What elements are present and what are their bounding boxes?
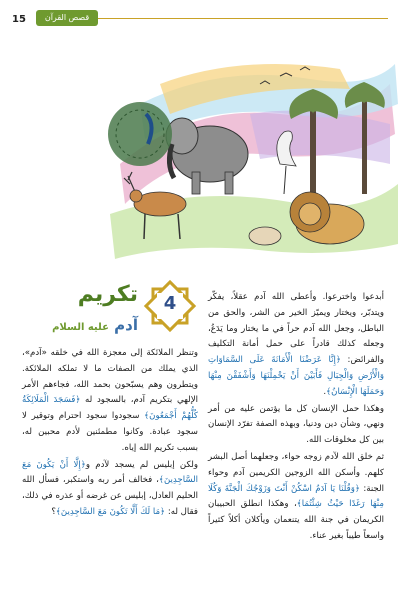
quran-verse: ﴿مَا لَكَ أَلَّا تَكُونَ مَعَ السَّاجِدِينَ﴾ [55, 506, 166, 517]
paragraph [208, 450, 384, 545]
lesson-number: 4 [163, 293, 177, 314]
series-title-badge: قصص القرآن الكريم [36, 10, 98, 26]
paragraph-text: ؟ [51, 506, 56, 517]
page-header [0, 0, 400, 40]
paragraph [208, 290, 384, 401]
tree-trunk [362, 94, 367, 194]
paragraph [22, 346, 198, 457]
paragraph-text: سجودوا سجود احترام وتوقير لا سجود عبادة. وكانوا مطمئنين لأدم محبين له، بسبب تكريم الله إياه. [22, 411, 198, 453]
deer-icon [130, 190, 142, 202]
animals-illustration [100, 44, 400, 269]
heron-leg [284, 166, 286, 194]
paragraph-text: ثم خلق الله لآدم زوجه حواء، وجعلهما أصل البشر كلهم. وأسكن الله الزوجين الكريمين آدم وحواء الجنة: [208, 451, 384, 494]
subtitle-name: آدم [114, 316, 138, 334]
paragraph-text: ، فخالف أمر ربه واستكبر، فسأل الله الحليم العادل، إبليس عن غرضه أو عذره في ذلك، فقال له: [22, 475, 198, 517]
deer-leg [144, 214, 145, 239]
illustration-svg [100, 44, 400, 269]
quran-verse: ﴿وَقُلْنَا يَا آدَمُ اسْكُنْ أَنْتَ وَزَوْجُكَ الْجَنَّةَ وَكُلَا مِنْهَا رَغَدًا حَيْثُ شِئْتُمَا﴾ [208, 483, 384, 510]
paragraph-text: وتنظر الملائكة إلى معجزة الله في خلقه «آدم»، الذي يملك من الصفات ما لا تملكه الملائكة. ويتطرون وهم يسبّحون بحمد الله، فجاءهم الأمر الإلهي بتكريم آدم، بالسجود له [22, 348, 198, 406]
right-text-column [208, 290, 384, 546]
paragraph-text: وهكذا حمل الإنسان كل ما يؤتمن عليه من أمر ونهي، وشأن دين ودنيا، وبهذه الصفة تفرّد الإنسان بين كل مخلوقات الله. [208, 403, 384, 446]
lesson-title: تكريم [77, 282, 138, 307]
page-number: 15 [12, 14, 26, 25]
paragraph [208, 402, 384, 449]
left-text-column [22, 346, 198, 522]
lion-icon [299, 203, 321, 225]
paragraph-text: أبدعوا واخترعوا. وأعطى الله آدم عقلاً، يفكّر ويتدبّر، ويختار ويميّز الخير من الشر، والحق من الباطل، وجعل الله آدم حراً في ما يختار وما يَدَعُ، وجعله كذلك قادراً على حمل أمانة التكليف والفرائض: [208, 292, 384, 366]
quran-verse: ﴿فَسَجَدَ الْمَلَائِكَةُ كُلُّهُمْ أَجْمَعُونَ﴾ [22, 395, 199, 422]
quran-verse: ﴿إِنَّا عَرَضْنَا الْأَمَانَةَ عَلَى السَّمَاوَاتِ وَالْأَرْضِ وَالْجِبَالِ فَأَبَيْنَ أَنْ يَحْمِلْنَهَا وَأَشْفَقْنَ مِنْهَا وَحَمَلَهَا الْإِنْسَانُ﴾ [208, 355, 384, 397]
peacock-tail [108, 102, 172, 166]
elephant-leg [225, 172, 233, 194]
elephant-leg [192, 172, 200, 194]
lesson-title-block [20, 278, 200, 344]
header-rule [98, 18, 388, 19]
tree-trunk [310, 104, 316, 194]
paragraph-text: . [323, 386, 327, 397]
paragraph-text: ، وهكذا انطلق الحبيبان الكريمان في جنة الله يتنعمان ويأكلان أكلاً كثيراً واسعاً طيباً بغير عناء. [208, 499, 384, 541]
lesson-subtitle [40, 316, 138, 334]
honorific-text: عليه السلام [52, 322, 109, 333]
quran-verse: ﴿إِلَّا أَنْ يَكُونَ مَعَ السَّاجِدِينَ﴾ [22, 459, 198, 486]
paragraph [22, 458, 198, 521]
dog-icon [249, 227, 281, 245]
paragraph-text: ولكن إبليس لم يسجد لآدم و [85, 459, 198, 470]
